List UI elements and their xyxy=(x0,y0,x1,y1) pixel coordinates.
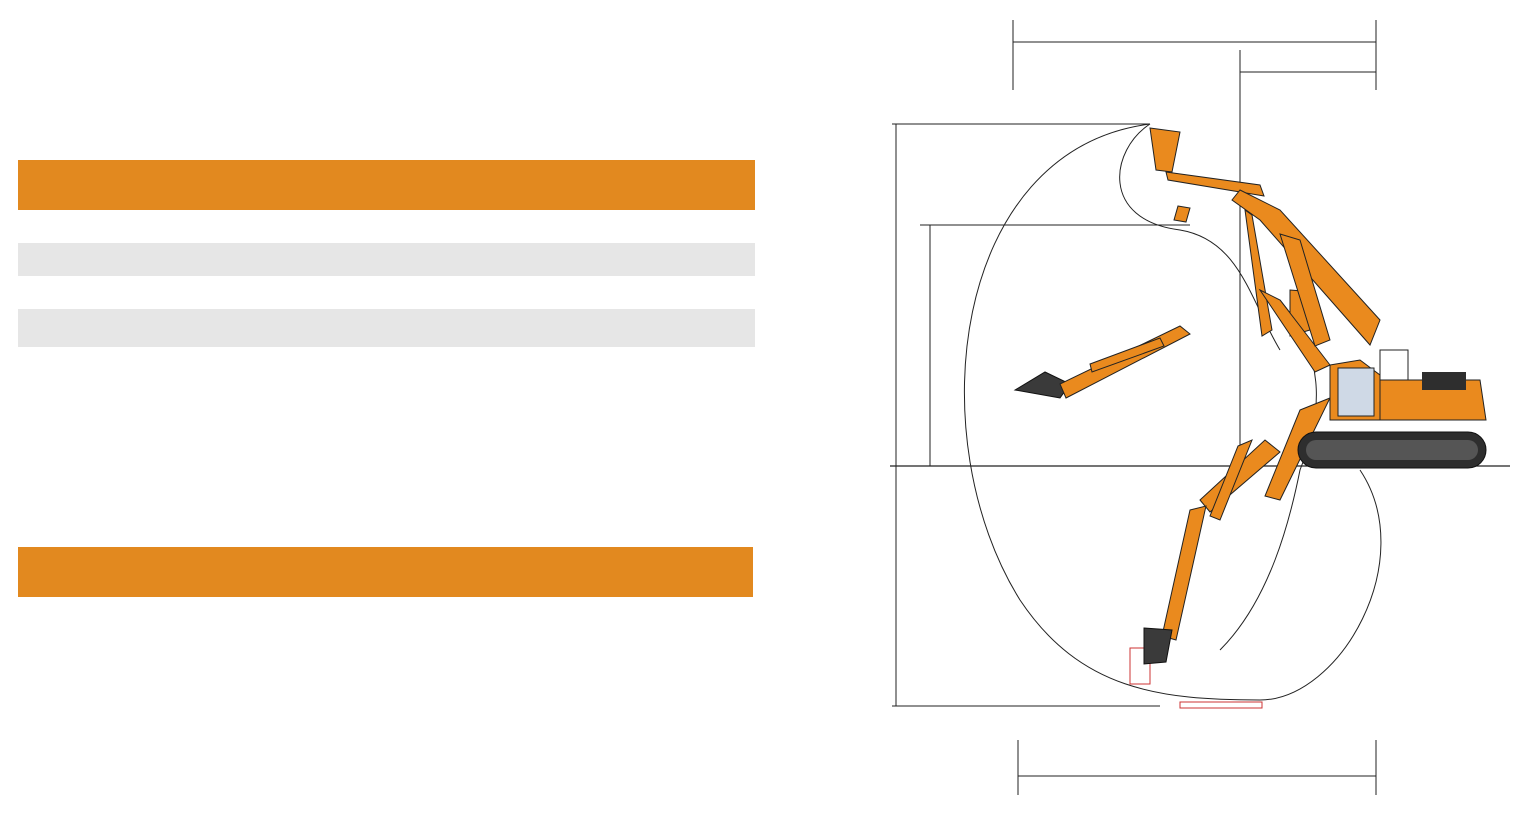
performance-row xyxy=(18,276,755,309)
row-label xyxy=(53,309,193,347)
row-value-arm-250 xyxy=(474,210,614,243)
row-key xyxy=(18,243,53,276)
performance-header-row xyxy=(18,160,755,210)
floor-marker-block xyxy=(1180,702,1262,708)
row-value-arm-300 xyxy=(334,276,474,309)
performance-row xyxy=(18,309,755,347)
row-value-arm-300 xyxy=(334,309,474,347)
row-unit xyxy=(193,243,333,276)
row-label xyxy=(53,276,193,309)
digging-force-title xyxy=(18,547,753,597)
performance-row xyxy=(18,210,755,243)
row-key xyxy=(18,276,53,309)
row-value-arm-250 xyxy=(474,309,614,347)
digging-force-header-row xyxy=(18,547,753,597)
digging-force-table xyxy=(18,547,753,597)
row-unit xyxy=(193,276,333,309)
row-key xyxy=(18,309,53,347)
row-label xyxy=(53,243,193,276)
column-header-arm-250 xyxy=(474,160,614,210)
row-value-arm-250 xyxy=(474,243,614,276)
performance-title xyxy=(18,160,334,210)
performance-table xyxy=(18,160,755,347)
performance-row xyxy=(18,243,755,276)
row-key xyxy=(18,210,53,243)
row-value-arm-352 xyxy=(615,243,755,276)
excavator-reach-position xyxy=(1015,326,1190,398)
row-value-arm-300 xyxy=(334,243,474,276)
row-unit xyxy=(193,210,333,243)
column-header-arm-352 xyxy=(615,160,755,210)
row-unit xyxy=(193,309,333,347)
row-value-arm-250 xyxy=(474,276,614,309)
row-value-arm-300 xyxy=(334,210,474,243)
row-value-arm-352 xyxy=(615,276,755,309)
working-range-diagram xyxy=(860,0,1525,824)
row-value-arm-352 xyxy=(615,309,755,347)
working-range-svg xyxy=(860,0,1525,824)
column-header-arm-300 xyxy=(334,160,474,210)
row-value-arm-352 xyxy=(615,210,755,243)
excavator-high-position xyxy=(1150,128,1380,345)
row-label xyxy=(53,210,193,243)
